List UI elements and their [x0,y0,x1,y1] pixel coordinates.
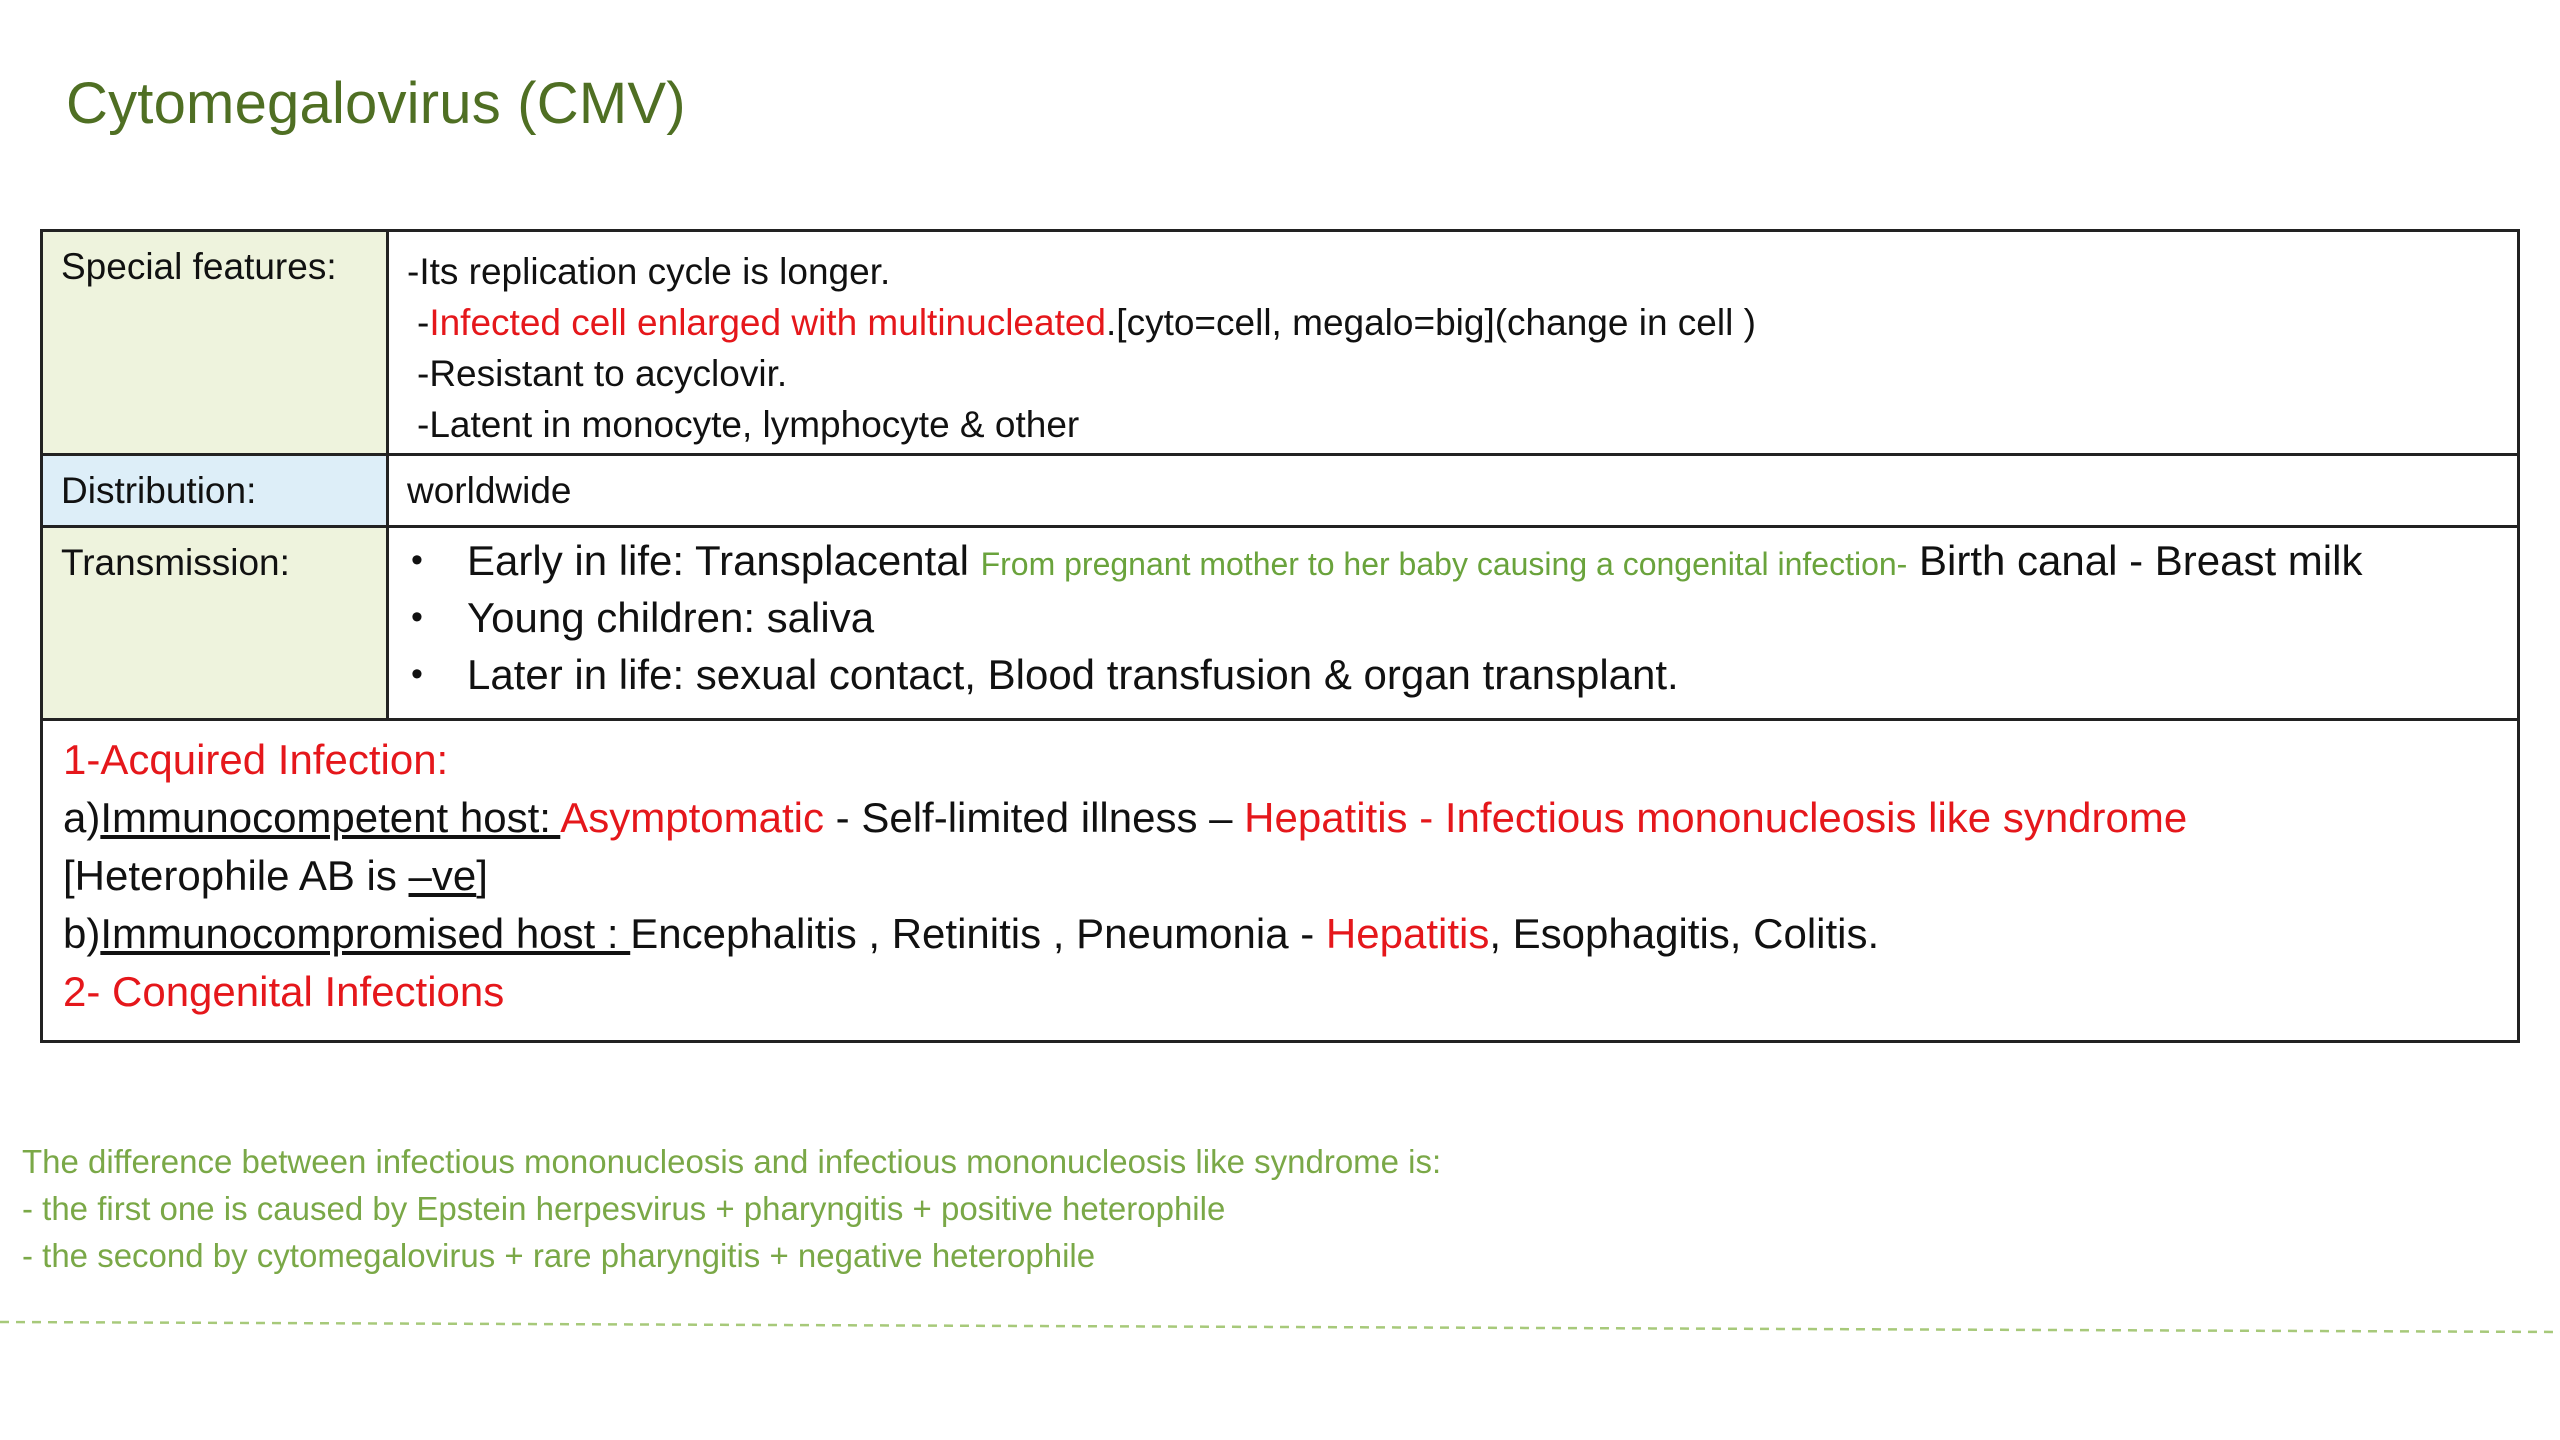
distribution-label: Distribution: [43,456,389,525]
note-line-1: The difference between infectious mononucleosis and infectious mononucleosis like syndrome is: [22,1143,1442,1180]
heterophile-post: ] [476,852,488,899]
immunocompetent-line [63,789,2497,847]
transmission-content [389,528,2517,718]
transmission-item-early [407,532,2499,589]
asymptomatic-text: Asymptomatic [560,794,825,841]
immunocompromised-line [63,905,2497,963]
immunocompetent-host: Immunocompetent host: [100,794,561,841]
acquired-heading: 1-Acquired Infection: [63,736,449,783]
difference-notes [22,1138,1441,1279]
transmission-early-text: Early in life: Transplacental [467,537,981,584]
transmission-early-note: From pregnant mother to her baby causing a congenital infection- [980,546,1908,582]
bullet-icon: • [411,541,423,579]
dashed-divider [0,1318,2560,1336]
heterophile-result: –ve [408,852,477,899]
transmission-early-rest: Birth canal - Breast milk [1907,537,2363,584]
bullet-icon: • [411,598,423,636]
transmission-children-text: Young children: saliva [467,594,875,641]
immunocompromised-rest: , Esophagitis, Colitis. [1489,910,1880,957]
infections-content [43,721,2517,1040]
special-line-3: -Resistant to acyclovir. [417,353,788,394]
special-line-2-dash: - [417,302,430,343]
congenital-heading: 2- Congenital Infections [63,968,505,1015]
distribution-value: worldwide [407,470,572,511]
special-features-content [389,232,2517,453]
row-transmission [43,528,2517,721]
transmission-list [407,532,2499,703]
row-distribution [43,456,2517,528]
transmission-label: Transmission: [43,528,389,718]
special-features-label: Special features: [43,232,389,453]
note-line-2: - the first one is caused by Epstein herpesvirus + pharyngitis + positive heterophile [22,1190,1226,1227]
heterophile-pre: [Heterophile AB is [63,852,409,899]
note-line-3: - the second by cytomegalovirus + rare pharyngitis + negative heterophile [22,1237,1096,1274]
cmv-info-table [40,229,2520,1043]
special-line-2-rest: .[cyto=cell, megalo=big](change in cell ) [1106,302,1756,343]
immunocompromised-host: Immunocompromised host : [100,910,631,957]
immunocompetent-prefix: a) [63,794,101,841]
self-limited-text: - Self-limited illness – [824,794,1245,841]
immunocompromised-conditions: Encephalitis , Retinitis , Pneumonia - [630,910,1326,957]
hepatitis-text: Hepatitis [1325,910,1490,957]
transmission-later-text: Later in life: sexual contact, Blood transfusion & organ transplant. [467,651,1679,698]
special-line-4: -Latent in monocyte, lymphocyte & other [417,404,1080,445]
transmission-item-later [407,646,2499,703]
page-title: Cytomegalovirus (CMV) [66,71,686,136]
special-line-2 [407,297,2499,348]
heterophile-line [63,847,2497,905]
row-infections [43,721,2517,1040]
special-line-1: -Its replication cycle is longer. [407,251,891,292]
bullet-icon: • [411,655,423,693]
row-special-features [43,232,2517,456]
transmission-item-children [407,589,2499,646]
immunocompromised-prefix: b) [63,910,101,957]
special-line-2-highlight: Infected cell enlarged with multinucleated [429,302,1107,343]
hepatitis-mono-text: Hepatitis - Infectious mononucleosis like syndrome [1244,794,2188,841]
